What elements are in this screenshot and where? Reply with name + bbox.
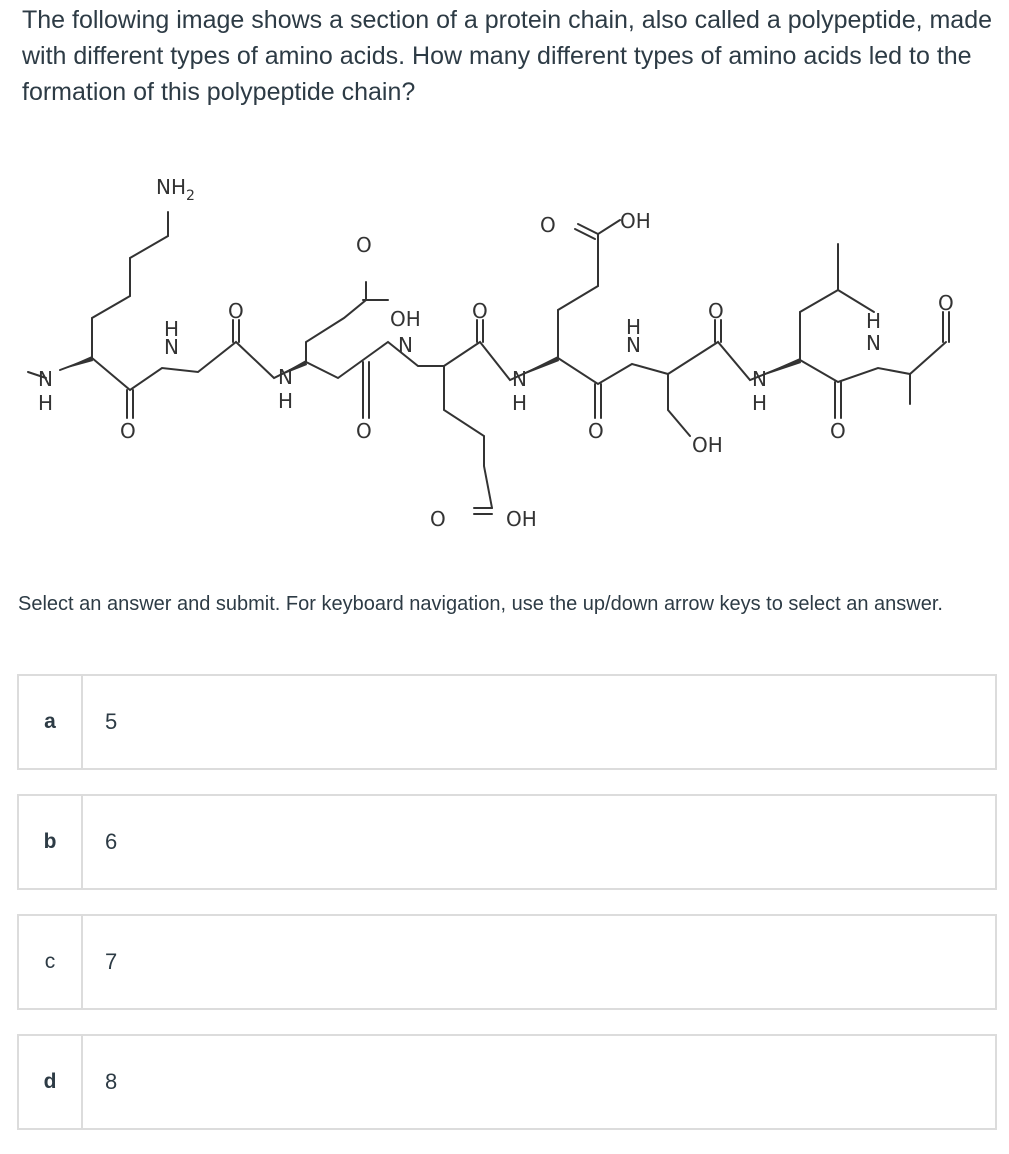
svg-text:OH: OH (506, 507, 537, 531)
carbonyl-bonds (127, 312, 949, 418)
svg-text:O: O (228, 299, 244, 323)
svg-text:O: O (588, 419, 604, 443)
svg-text:O: O (430, 507, 446, 531)
polypeptide-structure-diagram (18, 160, 988, 540)
svg-text:NH2: $NH_2$ (156, 175, 195, 204)
answer-instructions: Select an answer and submit. For keyboard navigation, use the up/down arrow keys to select an answer. (18, 593, 943, 615)
svg-text:N: N (278, 365, 293, 389)
svg-text:H: H (866, 309, 882, 333)
answer-value: 7 (105, 949, 118, 974)
svg-text:O: O (708, 299, 724, 323)
svg-text:N: N (866, 331, 881, 355)
answer-letter: d (19, 1036, 83, 1128)
svg-text:H: H (626, 315, 642, 339)
answer-value: 8 (105, 1069, 118, 1094)
svg-text:O: O (540, 213, 556, 237)
svg-text:H: H (38, 391, 54, 415)
svg-text:N: N (164, 335, 179, 359)
svg-text:H: H (512, 391, 528, 415)
atom-labels (38, 175, 954, 531)
answer-letter: b (19, 796, 83, 888)
svg-text:N: N (512, 367, 527, 391)
answer-value: 6 (105, 829, 118, 854)
svg-text:OH: OH (692, 433, 723, 457)
answer-option-c[interactable] (17, 914, 997, 1010)
svg-text:O: O (120, 419, 136, 443)
answer-value: 5 (105, 709, 118, 734)
svg-text:N: N (38, 367, 53, 391)
answer-option-a[interactable] (17, 674, 997, 770)
svg-text:H: H (164, 317, 180, 341)
answer-letter: a (19, 676, 83, 768)
answer-option-b[interactable] (17, 794, 997, 890)
svg-text:N: N (626, 333, 641, 357)
svg-text:N: N (398, 333, 413, 357)
svg-text:H: H (278, 389, 294, 413)
svg-text:OH: OH (620, 209, 651, 233)
svg-text:O: O (472, 299, 488, 323)
svg-text:O: O (830, 419, 846, 443)
answer-options (17, 674, 997, 1154)
svg-text:H: H (752, 391, 768, 415)
answer-letter: c (19, 916, 83, 1008)
svg-text:O: O (938, 291, 954, 315)
answer-option-d[interactable] (17, 1034, 997, 1130)
svg-text:O: O (356, 419, 372, 443)
svg-text:OH: OH (390, 307, 421, 331)
question-text: The following image shows a section of a protein chain, also called a polypeptide, made with different types of amino acids. How many different types of amino acids led to the formation of this polypeptide chain? (22, 6, 993, 106)
svg-text:O: O (356, 233, 372, 257)
svg-text:N: N (752, 367, 767, 391)
